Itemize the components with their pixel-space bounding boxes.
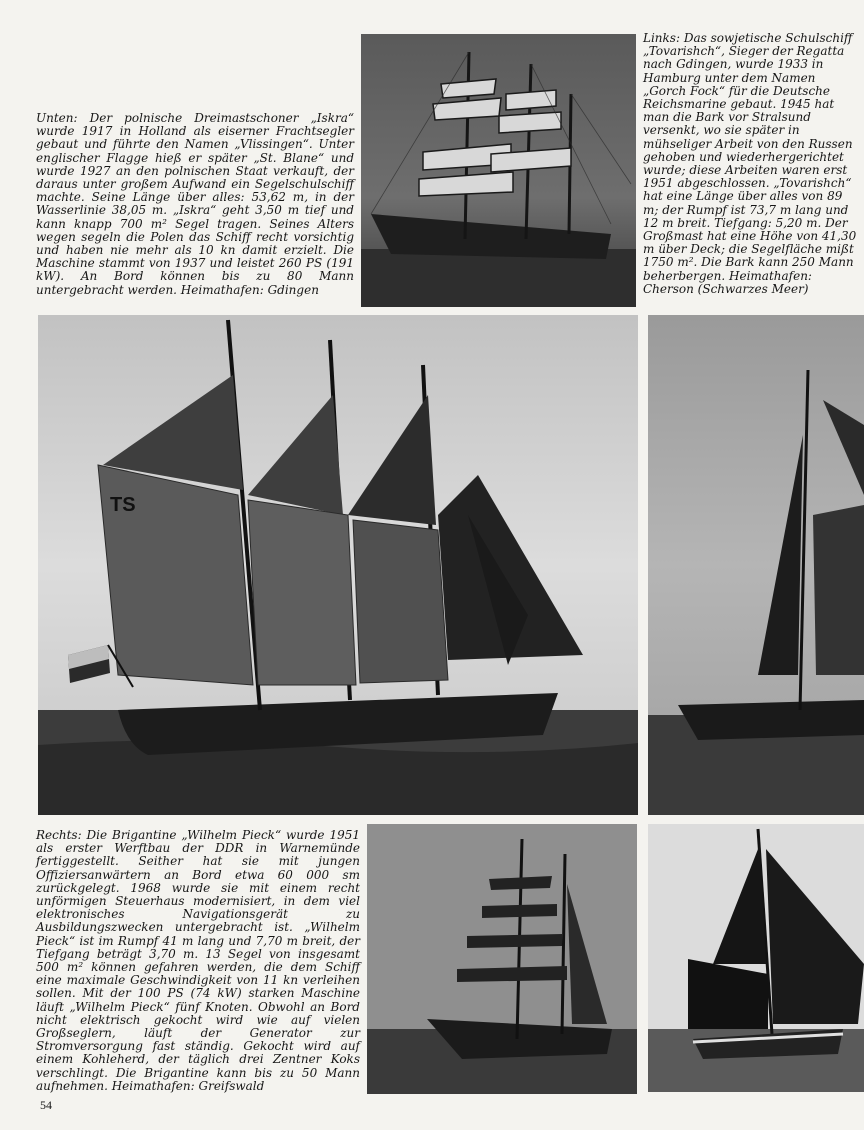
iskra-sail-letters: TS — [110, 494, 136, 516]
photo-tovarishch — [361, 34, 636, 307]
photo-iskra — [38, 315, 638, 815]
caption-tovarishch: Links: Das sowjetische Schulschiff „Tovarishch“, Sieger der Regatta nach Gdingen, wurde 1933 in Hamburg unter dem Namen „Gorch Fock“ für die Deutsche Reichsmarine gebaut. 1945 hat man die Bark vor Stralsund versenkt, wo sie später in mühseliger Arbeit von den Russen gehoben und wiederhergerichtet wurde; diese Arbeiten waren erst 1951 abgeschlossen. „Tovarishch“ hat eine Länge über alles von 89 m; der Rumpf ist 73,7 m lang und 12 m breit. Tiefgang: 5,20 m. Der Großmast hat eine Höhe von 41,30 m über Deck; die Segelfläche mißt 1750 m². Die Bark kann 250 Mann beherbergen. Heimathafen: Cherson (Schwarzes Meer) — [643, 31, 857, 296]
photo-dark-sails — [648, 824, 864, 1092]
caption-wilhelm-pieck: Rechts: Die Brigantine „Wilhelm Pieck“ wurde 1951 als erster Werftbau der DDR in Warnemünde fertiggestellt. Seither hat sie mit jungen Offiziersanwärtern an Bord etwa 60 000 sm zurückgelegt. 1968 wurde sie mit einem recht unförmigen Steuerhaus modernisiert, in dem viel elektronisches Navigationsgerät zu Ausbildungszwecken untergebracht ist. „Wilhelm Pieck“ ist im Rumpf 41 m lang und 7,70 m breit, der Tiefgang beträgt 3,70 m. 13 Segel von insgesamt 500 m² können gefahren werden, die dem Schiff eine maximale Geschwindigkeit von 11 kn verleihen sollen. Mit der 100 PS (74 kW) starken Maschine läuft „Wilhelm Pieck“ fünf Knoten. Obwohl an Bord nicht elektrisch gekocht wird wie auf vielen Großseglern, läuft der Generator zur Stromversorgung fast ständig. Gekocht wird auf einem Kohleherd, der täglich drei Zentner Koks verschlingt. Die Brigantine kann bis zu 50 Mann aufnehmen. Heimathafen: Greifswald — [36, 828, 360, 1093]
photo-wilhelm-pieck — [367, 824, 637, 1094]
photo-schooner-right — [648, 315, 864, 815]
caption-iskra: Unten: Der polnische Dreimastschoner „Iskra“ wurde 1917 in Holland als eiserner Frachtsegler gebaut und führte den Namen „Vlissingen“. Unter englischer Flagge hieß er später „St. Blane“ und wurde 1927 an den polnischen Staat verkauft, der daraus unter großem Aufwand ein Segelschulschiff machte. Seine Länge über alles: 53,62 m, in der Wasserlinie 38,05 m. „Iskra“ geht 3,50 m tief und kann knapp 700 m² Segel tragen. Seines Alters wegen segeln die Polen das Schiff recht vorsichtig und haben nie mehr als 10 kn damit erzielt. Die Maschine stammt von 1937 und leistet 260 PS (191 kW). An Bord können bis zu 80 Mann untergebracht werden. Heimathafen: Gdingen — [36, 111, 354, 297]
page-number: 54 — [40, 1098, 52, 1112]
